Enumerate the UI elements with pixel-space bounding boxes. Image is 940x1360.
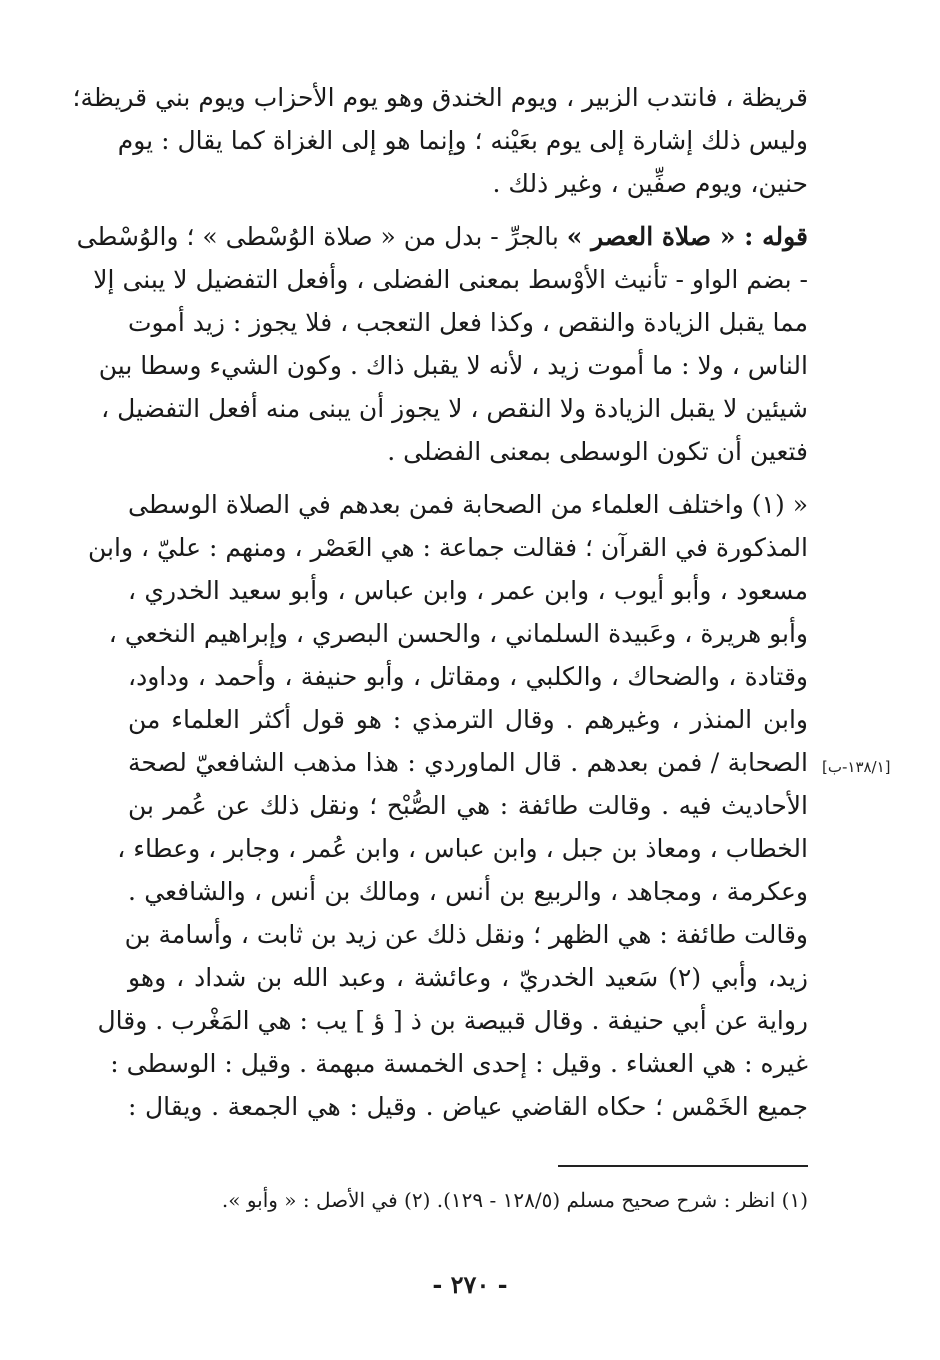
text-line: « (١) واختلف العلماء من الصحابة فمن بعدهم في الصلاة الوسطى	[128, 490, 809, 519]
text-line: شيئين لا يقبل الزيادة ولا النقص ، لا يجوز أن يبنى منه أفعل التفضيل ،	[101, 394, 808, 423]
text-line: الأحاديث فيه . وقالت طائفة : هي الصُّبْح ؛ ونقل ذلك عن عُمر بن	[128, 791, 808, 820]
text-line: رواية عن أبي حنيفة . وقال قبيصة بن ذ [ ؤ ] يب : هي المَغْرب . وقال	[97, 1006, 808, 1035]
text-line: - بضم الواو - تأنيث الأوْسط بمعنى الفضلى ، وأفعل التفضيل لا يبنى إلا	[93, 265, 808, 294]
text-line: الناس ، ولا : ما أموت زيد ، لأنه لا يقبل ذاك . وكون الشيء وسطا بين	[98, 351, 808, 380]
footnotes: (١) انظر : شرح صحيح مسلم (١٢٨/٥ - ١٢٩). (٢) في الأصل : « وأبو ».	[221, 1188, 808, 1212]
text-line: قريظة ، فانتدب الزبير ، ويوم الخندق وهو يوم الأحزاب ويوم بني قريظة؛	[72, 83, 808, 112]
text-line: زيد، وأبي (٢) سَعيد الخدريّ ، وعائشة ، وعبد الله بن شداد ، وهو	[128, 963, 808, 992]
bold-lemma: قوله : « صلاة العصر »	[566, 222, 808, 251]
text-line: وابن المنذر ، وغيرهم . وقال الترمذي : هو قول أكثر العلماء من	[128, 705, 808, 734]
text-line: جميع الخَمْس ؛ حكاه القاضي عياض . وقيل : هي الجمعة . ويقال :	[128, 1092, 808, 1121]
text-line: الصحابة / فمن بعدهم . قال الماوردي : هذا مذهب الشافعيّ لصحة	[128, 748, 808, 777]
text-line: مما يقبل الزيادة والنقص ، وكذا فعل التعجب ، فلا يجوز : زيد أموت	[128, 308, 808, 337]
text-line: مسعود ، وأبو أيوب ، وابن عمر ، وابن عباس ، وأبو سعيد الخدري ،	[128, 576, 808, 605]
page-number: - ٢٧٠ -	[432, 1270, 508, 1299]
text-line: وعكرمة ، ومجاهد ، والربيع بن أنس ، ومالك بن أنس ، والشافعي .	[128, 877, 808, 906]
text-line: وليس ذلك إشارة إلى يوم بعَيْنه ؛ وإنما هو إلى الغزاة كما يقال : يوم	[117, 126, 808, 155]
main-text	[72, 76, 809, 1128]
footnote-separator	[558, 1165, 808, 1167]
text-line: فتعين أن تكون الوسطى بمعنى الفضلى .	[387, 437, 808, 466]
text-line: وقالت طائفة : هي الظهر ؛ ونقل ذلك عن زيد بن ثابت ، وأسامة بن	[124, 920, 808, 949]
text-line: وأبو هريرة ، وعَبيدة السلماني ، والحسن البصري ، وإبراهيم النخعي ،	[108, 619, 808, 648]
text-line: حنين، ويوم صفِّين ، وغير ذلك .	[492, 169, 808, 198]
text-line	[76, 215, 808, 258]
text-line-rest: بالجرِّ - بدل من « صلاة الوُسْطى » ؛ والوُسْطى	[76, 222, 567, 251]
manuscript-folio-note: [١٣٨/١-ب]	[822, 758, 891, 776]
text-line: الخطاب ، ومعاذ بن جبل ، وابن عباس ، وابن عُمر ، وجابر ، وعطاء ،	[117, 834, 808, 863]
text-line: المذكورة في القرآن ؛ فقالت جماعة : هي العَصْر ، ومنهم : عليّ ، وابن	[88, 533, 808, 562]
text-line: وقتادة ، والضحاك ، والكلبي ، ومقاتل ، وأبو حنيفة ، وأحمد ، وداود،	[128, 662, 808, 691]
text-line: غيره : هي العشاء . وقيل : إحدى الخمسة مبهمة . وقيل : الوسطى :	[110, 1049, 808, 1078]
